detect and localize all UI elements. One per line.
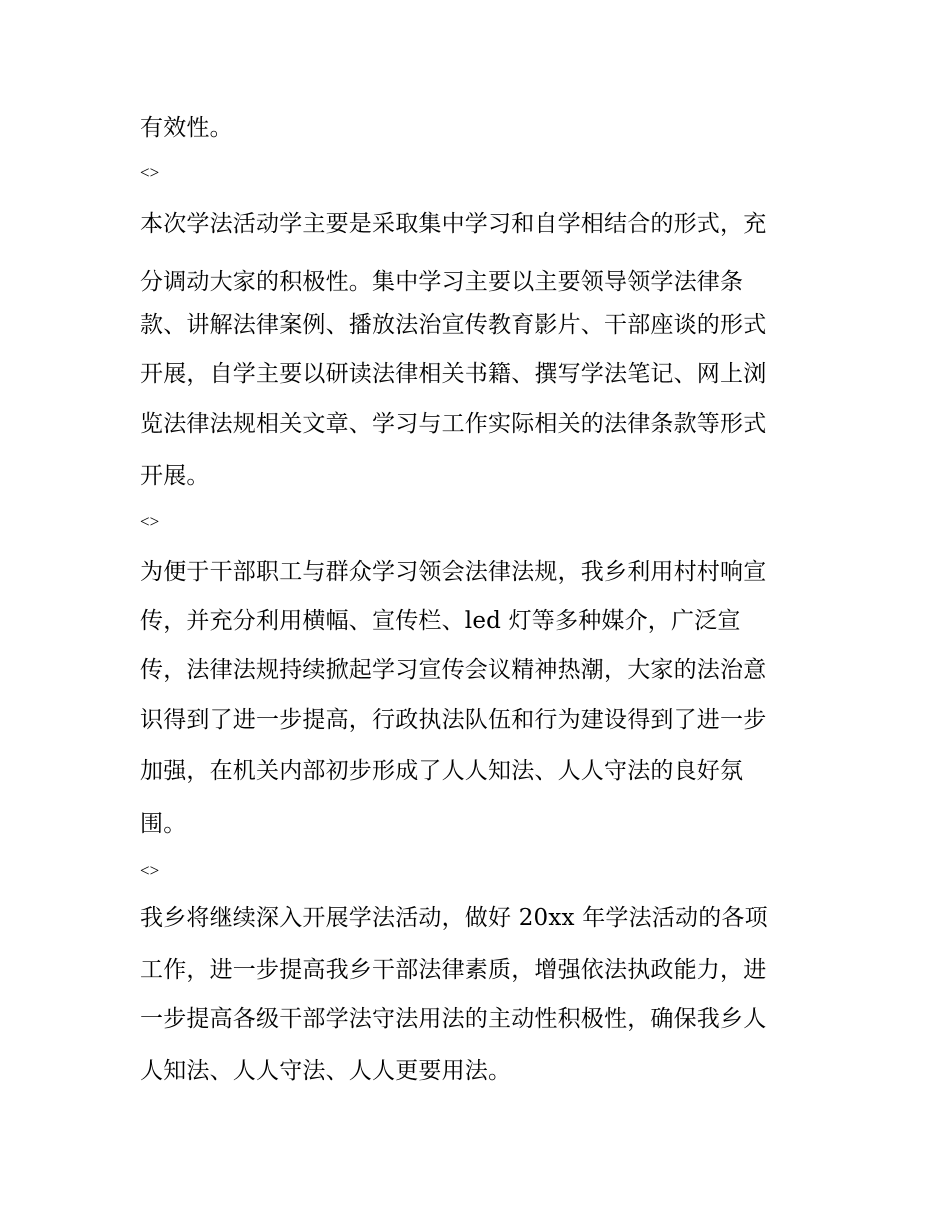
paragraph-line: 人知法、人人守法、人人更要用法。 [140,1058,512,1084]
paragraph-line: 为便于干部职工与群众学习领会法律法规，我乡利用村村响宣 [140,559,767,585]
paragraph-line: 一步提高各级干部学法守法用法的主动性积极性，确保我乡人 [140,1006,767,1032]
paragraph-line: 加强，在机关内部初步形成了人人知法、人人守法的良好氛 [140,758,744,784]
paragraph-line: 我乡将继续深入开展学法活动，做好 20xx 年学法活动的各项 [140,905,768,931]
separator: <> [140,512,160,531]
paragraph-line: 围。 [140,811,187,837]
paragraph-line: 传，并充分利用横幅、宣传栏、led 灯等多种媒介，广泛宣 [140,608,741,634]
paragraph-line: 传，法律法规持续掀起学习宣传会议精神热潮，大家的法治意 [140,657,767,683]
paragraph-line: 开展。 [140,463,210,489]
separator: <> [140,163,160,182]
separator: <> [140,861,160,880]
paragraph-line: 款、讲解法律案例、播放法治宣传教育影片、干部座谈的形式 [140,312,767,338]
paragraph-line: 开展，自学主要以研读法律相关书籍、撰写学法笔记、网上浏 [140,361,767,387]
paragraph-line: 本次学法活动学主要是采取集中学习和自学相结合的形式，充 [140,211,767,237]
paragraph-line: 工作，进一步提高我乡干部法律素质，增强依法执政能力，进 [140,957,767,983]
intro-fragment: 有效性。 [140,115,233,141]
paragraph-line: 分调动大家的积极性。集中学习主要以主要领导领学法律条 [140,269,744,295]
paragraph-line: 识得到了进一步提高，行政执法队伍和行为建设得到了进一步 [140,707,767,733]
paragraph-line: 览法律法规相关文章、学习与工作实际相关的法律条款等形式 [140,411,767,437]
